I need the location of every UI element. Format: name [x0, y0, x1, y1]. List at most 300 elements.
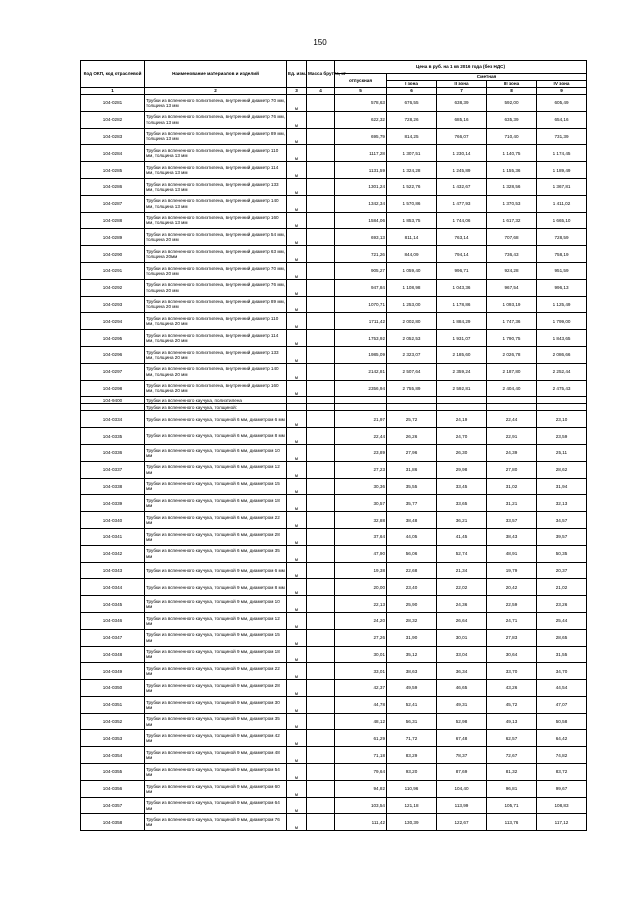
table-row: [81, 646, 587, 663]
cell-unit: м: [287, 279, 307, 296]
table-row: [81, 246, 587, 263]
cell-unit: м: [287, 346, 307, 363]
cell-name: Трубки из вспененного каучука, толщиной 9 мм, диаметром 28 мм: [145, 680, 287, 697]
table-row: [81, 128, 587, 145]
cell-zone-2-price: 67,48: [437, 730, 487, 747]
cell-unit: м: [287, 212, 307, 229]
cell-zone-4-price: 74,82: [537, 747, 587, 764]
cell-code: [81, 404, 145, 411]
table-row: [81, 579, 587, 596]
cell-zone-3-price: 31,02: [487, 478, 537, 495]
cell-mass: [307, 730, 335, 747]
cell-zone-4-price: 28,65: [537, 629, 587, 646]
cell-name: Трубки из вспененного каучука, толщиной 9 мм, диаметром 42 мм: [145, 730, 287, 747]
cell-unit: [287, 397, 307, 404]
cell-zone-2-price: 1 884,29: [437, 313, 487, 330]
cell-zone-2-price: 122,67: [437, 814, 487, 831]
cell-code: 104-0288: [81, 212, 145, 229]
cell-mass: [307, 478, 335, 495]
cell-zone-1-price: 1 522,76: [387, 178, 437, 195]
cell-name: Трубки из вспененного каучука, толщиной 9 мм, диаметром 76 мм: [145, 814, 287, 831]
cell-zone-3-price: 72,67: [487, 747, 537, 764]
cell-name: Трубки из вспененного каучука, толщиной 9 мм, диаметром 12 мм: [145, 612, 287, 629]
cell-zone-1-price: 35,12: [387, 646, 437, 663]
cell-release-price: 2142,81: [335, 363, 387, 380]
cell-zone-1-price: 26,26: [387, 428, 437, 445]
cell-zone-3-price: 45,72: [487, 696, 537, 713]
cell-code: 104-0292: [81, 279, 145, 296]
table-row: [81, 730, 587, 747]
cell-mass: [307, 279, 335, 296]
cell-zone-3-price: 43,26: [487, 680, 537, 697]
cell-unit: м: [287, 330, 307, 347]
cell-mass: [307, 562, 335, 579]
table-row: [81, 696, 587, 713]
cell-code: 104-0349: [81, 663, 145, 680]
cell-unit: м: [287, 713, 307, 730]
col-number: 7: [437, 88, 487, 95]
cell-release-price: 22,44: [335, 428, 387, 445]
cell-zone-1-price: 23,40: [387, 579, 437, 596]
table-body: [81, 95, 587, 831]
cell-name: Трубки из вспененного полиэтилена, внутренний диаметр 160 мм, толщина 13 мм: [145, 212, 287, 229]
cell-mass: [307, 814, 335, 831]
cell-zone-4-price: 32,13: [537, 495, 587, 512]
cell-code: 104-0293: [81, 296, 145, 313]
cell-code: 104-0282: [81, 111, 145, 128]
cell-code: 104-0345: [81, 596, 145, 613]
table-row: [81, 747, 587, 764]
cell-zone-1-price: 844,09: [387, 246, 437, 263]
header-zone-3: III зона: [487, 81, 537, 88]
cell-zone-1-price: 1 324,28: [387, 162, 437, 179]
cell-release-price: 33,01: [335, 663, 387, 680]
cell-unit: м: [287, 461, 307, 478]
cell-mass: [307, 780, 335, 797]
cell-unit: м: [287, 428, 307, 445]
cell-release-price: 111,42: [335, 814, 387, 831]
cell-name: Трубки из вспененного полиэтилена, внутренний диаметр 76 мм, толщина 13 мм: [145, 111, 287, 128]
cell-name: Трубки из вспененного каучука, толщиной 9 мм, диаметром 60 мм: [145, 780, 287, 797]
cell-zone-1-price: 22,68: [387, 562, 437, 579]
table-row: [81, 279, 587, 296]
cell-code: 104-9400: [81, 397, 145, 404]
cell-zone-2-price: 26,64: [437, 612, 487, 629]
header-estimate: Сметная: [387, 74, 587, 81]
table-row: [81, 145, 587, 162]
cell-release-price: 21,97: [335, 411, 387, 428]
cell-zone-4-price: 28,62: [537, 461, 587, 478]
table-row: [81, 528, 587, 545]
cell-name: Трубки из вспененного каучука, толщиной 6 мм, диаметром 8 мм: [145, 428, 287, 445]
cell-zone-4-price: 47,07: [537, 696, 587, 713]
cell-release-price: [335, 404, 387, 411]
cell-unit: м: [287, 562, 307, 579]
cell-zone-4-price: 25,44: [537, 612, 587, 629]
cell-zone-2-price: 1 230,14: [437, 145, 487, 162]
cell-zone-4-price: 39,57: [537, 528, 587, 545]
cell-code: 104-0358: [81, 814, 145, 831]
cell-name: Трубки из вспененного полиэтилена, внутренний диаметр 140 мм, толщина 20 мм: [145, 363, 287, 380]
cell-name: Трубки из вспененного полиэтилена, внутренний диаметр 63 мм, толщина 20мм: [145, 246, 287, 263]
cell-zone-4-price: 99,67: [537, 780, 587, 797]
cell-zone-1-price: 38,63: [387, 663, 437, 680]
cell-zone-1-price: 31,90: [387, 629, 437, 646]
cell-code: 104-0357: [81, 797, 145, 814]
cell-name: Трубки из вспененного каучука, толщиной:: [145, 404, 287, 411]
cell-zone-4-price: 34,57: [537, 512, 587, 529]
cell-zone-2-price: 1 178,86: [437, 296, 487, 313]
cell-mass: [307, 713, 335, 730]
cell-release-price: 20,00: [335, 579, 387, 596]
cell-zone-4-price: 1 843,65: [537, 330, 587, 347]
cell-zone-3-price: 2 026,78: [487, 346, 537, 363]
cell-zone-3-price: 113,76: [487, 814, 537, 831]
cell-zone-4-price: 605,49: [537, 95, 587, 112]
cell-name: Трубки из вспененного каучука, толщиной 9 мм, диаметром 15 мм: [145, 629, 287, 646]
cell-zone-2-price: 24,19: [437, 411, 487, 428]
cell-unit: м: [287, 579, 307, 596]
cell-zone-3-price: 1 140,75: [487, 145, 537, 162]
cell-mass: [307, 111, 335, 128]
cell-zone-2-price: 1 432,67: [437, 178, 487, 195]
cell-zone-2-price: 1 931,07: [437, 330, 487, 347]
cell-zone-2-price: [437, 397, 487, 404]
cell-code: 104-0291: [81, 262, 145, 279]
table-row: [81, 229, 587, 246]
cell-unit: м: [287, 730, 307, 747]
cell-mass: [307, 178, 335, 195]
cell-zone-4-price: 1 665,10: [537, 212, 587, 229]
cell-zone-1-price: 110,96: [387, 780, 437, 797]
cell-release-price: 1584,06: [335, 212, 387, 229]
table-row: [81, 313, 587, 330]
cell-name: Трубки из вспененного каучука, толщиной 6 мм, диаметром 10 мм: [145, 444, 287, 461]
cell-zone-2-price: [437, 404, 487, 411]
cell-zone-2-price: 24,70: [437, 428, 487, 445]
cell-zone-4-price: [537, 397, 587, 404]
header-zone-4: IV зона: [537, 81, 587, 88]
cell-unit: м: [287, 229, 307, 246]
cell-zone-3-price: 24,71: [487, 612, 537, 629]
cell-code: 104-0296: [81, 346, 145, 363]
cell-release-price: 30,36: [335, 478, 387, 495]
cell-zone-3-price: [487, 404, 537, 411]
cell-zone-3-price: 31,21: [487, 495, 537, 512]
cell-zone-2-price: 41,45: [437, 528, 487, 545]
cell-mass: [307, 411, 335, 428]
cell-name: Трубки из вспененного полиэтилена, внутренний диаметр 70 мм, толщина 20 мм: [145, 262, 287, 279]
col-number: 1: [81, 88, 145, 95]
cell-zone-2-price: 36,34: [437, 663, 487, 680]
price-table: [80, 60, 587, 831]
cell-zone-1-price: 25,72: [387, 411, 437, 428]
cell-zone-3-price: 20,42: [487, 579, 537, 596]
table-row: [81, 663, 587, 680]
cell-mass: [307, 797, 335, 814]
cell-release-price: 19,38: [335, 562, 387, 579]
cell-unit: м: [287, 528, 307, 545]
cell-zone-4-price: 50,35: [537, 545, 587, 562]
table-row: [81, 545, 587, 562]
col-number: 9: [537, 88, 587, 95]
table-row: [81, 764, 587, 781]
cell-zone-1-price: 49,59: [387, 680, 437, 697]
cell-zone-3-price: 30,64: [487, 646, 537, 663]
cell-zone-1-price: 1 108,98: [387, 279, 437, 296]
header-unit: Ед. изм.: [287, 61, 307, 88]
cell-code: 104-0336: [81, 444, 145, 461]
cell-zone-4-price: 23,10: [537, 411, 587, 428]
cell-zone-1-price: 728,26: [387, 111, 437, 128]
cell-zone-2-price: 78,37: [437, 747, 487, 764]
cell-name: Трубки из вспененного каучука, толщиной 9 мм, диаметром 22 мм: [145, 663, 287, 680]
header-code: Код ОКП, код отраслевой: [81, 61, 145, 88]
cell-zone-3-price: 592,00: [487, 95, 537, 112]
cell-zone-1-price: 25,90: [387, 596, 437, 613]
cell-unit: м: [287, 680, 307, 697]
cell-name: Трубки из вспененного каучука, толщиной 6 мм, диаметром 35 мм: [145, 545, 287, 562]
cell-name: Трубки из вспененного каучука, толщиной 6 мм, диаметром 18 мм: [145, 495, 287, 512]
cell-zone-3-price: 710,40: [487, 128, 537, 145]
cell-release-price: 1070,71: [335, 296, 387, 313]
cell-code: 104-0341: [81, 528, 145, 545]
cell-mass: [307, 629, 335, 646]
cell-mass: [307, 528, 335, 545]
cell-code: 104-0334: [81, 411, 145, 428]
cell-release-price: 48,12: [335, 713, 387, 730]
header-release: отпускная: [335, 74, 387, 88]
cell-zone-1-price: 121,18: [387, 797, 437, 814]
cell-release-price: 61,29: [335, 730, 387, 747]
cell-name: Трубки из вспененного каучука, толщиной 9 мм, диаметром 35 мм: [145, 713, 287, 730]
cell-release-price: 1301,24: [335, 178, 387, 195]
cell-mass: [307, 128, 335, 145]
cell-zone-1-price: 35,55: [387, 478, 437, 495]
col-number: 8: [487, 88, 537, 95]
cell-unit: м: [287, 262, 307, 279]
cell-code: 104-0285: [81, 162, 145, 179]
cell-zone-3-price: 22,59: [487, 596, 537, 613]
table-row: [81, 814, 587, 831]
cell-name: Трубки из вспененного каучука, толщиной 6 мм, диаметром 12 мм: [145, 461, 287, 478]
col-number: 4: [307, 88, 335, 95]
cell-zone-3-price: 62,57: [487, 730, 537, 747]
cell-release-price: 2356,94: [335, 380, 387, 397]
cell-release-price: 22,13: [335, 596, 387, 613]
cell-code: 104-0338: [81, 478, 145, 495]
cell-zone-4-price: 44,54: [537, 680, 587, 697]
cell-code: 104-0352: [81, 713, 145, 730]
cell-zone-4-price: 83,72: [537, 764, 587, 781]
table-row: [81, 444, 587, 461]
cell-zone-4-price: 996,13: [537, 279, 587, 296]
cell-name: Трубки из вспененного каучука, толщиной 6 мм, диаметром 6 мм: [145, 411, 287, 428]
cell-zone-1-price: 676,55: [387, 95, 437, 112]
cell-code: 104-0283: [81, 128, 145, 145]
cell-zone-4-price: 2 086,66: [537, 346, 587, 363]
cell-name: Трубки из вспененного каучука, толщиной 6 мм, диаметром 28 мм: [145, 528, 287, 545]
cell-zone-4-price: 31,94: [537, 478, 587, 495]
cell-zone-1-price: 31,86: [387, 461, 437, 478]
cell-zone-2-price: 763,14: [437, 229, 487, 246]
cell-release-price: 42,37: [335, 680, 387, 697]
cell-mass: [307, 512, 335, 529]
cell-mass: [307, 262, 335, 279]
cell-name: Трубки из вспененного каучука, толщиной 9 мм, диаметром 18 мм: [145, 646, 287, 663]
cell-release-price: 947,84: [335, 279, 387, 296]
col-number: 2: [145, 88, 287, 95]
cell-zone-1-price: 2 002,80: [387, 313, 437, 330]
cell-release-price: 24,20: [335, 612, 387, 629]
cell-release-price: 103,54: [335, 797, 387, 814]
cell-name: Трубки из вспененного каучука, толщиной 9 мм, диаметром 64 мм: [145, 797, 287, 814]
cell-name: Трубки из вспененного полиэтилена, внутренний диаметр 114 мм, толщина 13 мм: [145, 162, 287, 179]
table-row: [81, 612, 587, 629]
cell-code: 104-0348: [81, 646, 145, 663]
cell-unit: м: [287, 444, 307, 461]
cell-name: Трубки из вспененного полиэтилена, внутренний диаметр 110 мм, толщина 13 мм: [145, 145, 287, 162]
cell-release-price: 27,26: [335, 629, 387, 646]
cell-name: Трубки из вспененного полиэтилена, внутренний диаметр 140 мм, толщина 13 мм: [145, 195, 287, 212]
table-row: [81, 478, 587, 495]
cell-unit: м: [287, 747, 307, 764]
cell-zone-2-price: 766,07: [437, 128, 487, 145]
cell-zone-3-price: 1 617,32: [487, 212, 537, 229]
table-row: [81, 713, 587, 730]
column-number-row: [81, 88, 587, 95]
cell-mass: [307, 380, 335, 397]
cell-zone-2-price: 26,30: [437, 444, 487, 461]
cell-zone-2-price: 52,74: [437, 545, 487, 562]
cell-mass: [307, 579, 335, 596]
cell-zone-2-price: 1 245,89: [437, 162, 487, 179]
cell-unit: м: [287, 145, 307, 162]
cell-mass: [307, 764, 335, 781]
cell-name: Трубки из вспененного каучука, полиэтилена: [145, 397, 287, 404]
cell-zone-2-price: 21,34: [437, 562, 487, 579]
cell-zone-1-price: 2 323,07: [387, 346, 437, 363]
cell-zone-2-price: 33,65: [437, 495, 487, 512]
cell-code: 104-0347: [81, 629, 145, 646]
table-row: [81, 380, 587, 397]
table-row: [81, 296, 587, 313]
table-row: [81, 162, 587, 179]
cell-code: 104-0294: [81, 313, 145, 330]
group-row: [81, 397, 587, 404]
cell-release-price: 32,88: [335, 512, 387, 529]
cell-zone-3-price: 967,54: [487, 279, 537, 296]
cell-code: 104-0335: [81, 428, 145, 445]
cell-release-price: 94,82: [335, 780, 387, 797]
cell-zone-2-price: 29,98: [437, 461, 487, 478]
cell-mass: [307, 495, 335, 512]
cell-zone-2-price: 1 043,36: [437, 279, 487, 296]
table-row: [81, 780, 587, 797]
cell-unit: м: [287, 195, 307, 212]
cell-name: Трубки из вспененного полиэтилена, внутренний диаметр 89 мм, толщина 13 мм: [145, 128, 287, 145]
cell-unit: м: [287, 363, 307, 380]
cell-mass: [307, 545, 335, 562]
cell-release-price: 1985,09: [335, 346, 387, 363]
cell-mass: [307, 444, 335, 461]
cell-code: 104-0346: [81, 612, 145, 629]
cell-zone-1-price: [387, 404, 437, 411]
table-row: [81, 363, 587, 380]
cell-zone-2-price: 87,69: [437, 764, 487, 781]
cell-mass: [307, 346, 335, 363]
cell-code: 104-0295: [81, 330, 145, 347]
table-row: [81, 797, 587, 814]
cell-mass: [307, 428, 335, 445]
cell-release-price: 1342,34: [335, 195, 387, 212]
cell-name: Трубки из вспененного полиэтилена, внутренний диаметр 133 мм, толщина 13 мм: [145, 178, 287, 195]
table-row: [81, 680, 587, 697]
cell-zone-4-price: 2 252,44: [537, 363, 587, 380]
cell-unit: м: [287, 246, 307, 263]
cell-zone-2-price: 1 477,93: [437, 195, 487, 212]
cell-zone-4-price: 1 367,81: [537, 178, 587, 195]
cell-mass: [307, 229, 335, 246]
cell-zone-1-price: 35,77: [387, 495, 437, 512]
cell-mass: [307, 195, 335, 212]
cell-zone-3-price: 96,81: [487, 780, 537, 797]
cell-zone-3-price: 81,32: [487, 764, 537, 781]
cell-release-price: 30,57: [335, 495, 387, 512]
header-zone-2: II зона: [437, 81, 487, 88]
cell-release-price: 47,90: [335, 545, 387, 562]
cell-unit: м: [287, 296, 307, 313]
group-row: [81, 404, 587, 411]
col-number: 3: [287, 88, 307, 95]
table-row: [81, 178, 587, 195]
cell-zone-1-price: 2 052,53: [387, 330, 437, 347]
cell-zone-4-price: 25,11: [537, 444, 587, 461]
cell-release-price: 721,26: [335, 246, 387, 263]
table-row: [81, 111, 587, 128]
cell-name: Трубки из вспененного полиэтилена, внутренний диаметр 76 мм, толщина 20 мм: [145, 279, 287, 296]
cell-zone-1-price: 28,32: [387, 612, 437, 629]
cell-zone-3-price: 1 093,19: [487, 296, 537, 313]
cell-zone-1-price: 1 253,00: [387, 296, 437, 313]
cell-zone-3-price: 2 404,40: [487, 380, 537, 397]
cell-zone-3-price: 1 155,36: [487, 162, 537, 179]
cell-zone-1-price: 38,48: [387, 512, 437, 529]
cell-zone-2-price: 33,04: [437, 646, 487, 663]
cell-zone-4-price: [537, 404, 587, 411]
cell-zone-3-price: 635,39: [487, 111, 537, 128]
cell-zone-4-price: 31,55: [537, 646, 587, 663]
cell-mass: [307, 747, 335, 764]
cell-zone-1-price: 71,72: [387, 730, 437, 747]
cell-unit: м: [287, 629, 307, 646]
cell-release-price: 1131,59: [335, 162, 387, 179]
cell-code: 104-0281: [81, 95, 145, 112]
cell-zone-3-price: 33,57: [487, 512, 537, 529]
table-row: [81, 262, 587, 279]
cell-code: 104-0286: [81, 178, 145, 195]
table-row: [81, 428, 587, 445]
cell-zone-2-price: 2 185,60: [437, 346, 487, 363]
cell-zone-4-price: 654,16: [537, 111, 587, 128]
cell-mass: [307, 461, 335, 478]
cell-zone-3-price: 48,91: [487, 545, 537, 562]
cell-release-price: 1117,28: [335, 145, 387, 162]
cell-zone-1-price: 52,41: [387, 696, 437, 713]
cell-release-price: 71,18: [335, 747, 387, 764]
cell-zone-1-price: 83,29: [387, 747, 437, 764]
cell-zone-3-price: 38,43: [487, 528, 537, 545]
